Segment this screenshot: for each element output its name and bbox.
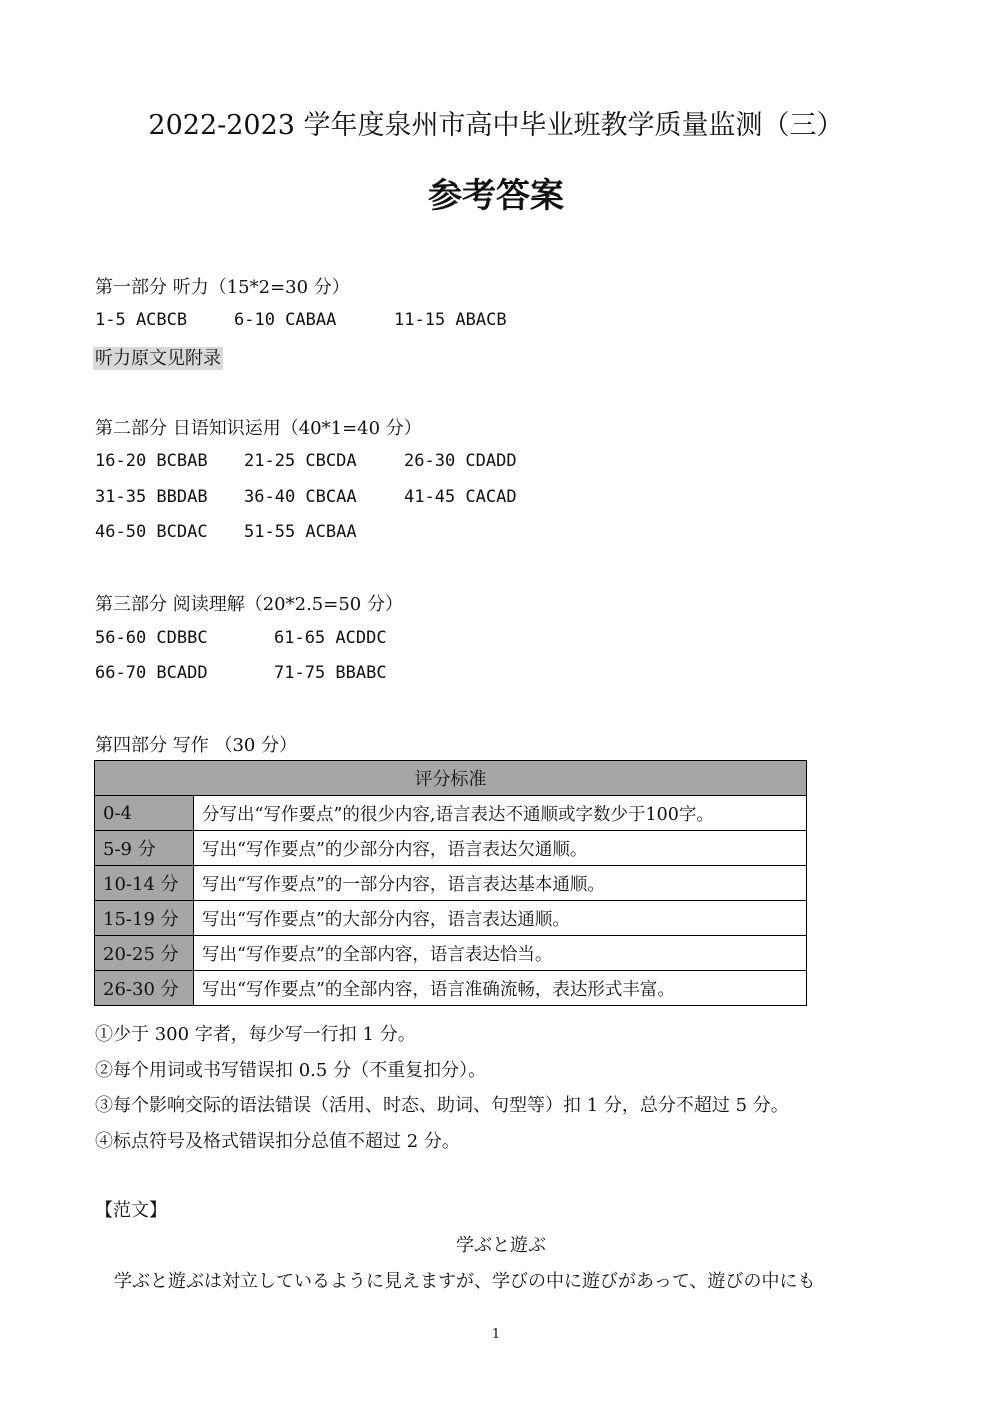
score-description: 写出“写作要点”的一部分内容，语言表达基本通顺。 bbox=[194, 866, 807, 901]
essay-title: 学ぶと遊ぶ bbox=[456, 1235, 546, 1256]
part2-answer: 21-25 CBCDA bbox=[244, 451, 357, 471]
score-description: 写出“写作要点”的全部内容，语言准确流畅，表达形式丰富。 bbox=[194, 971, 807, 1006]
score-range: 26-30 分 bbox=[95, 971, 194, 1006]
scoring-criteria-header: 评分标准 bbox=[95, 761, 807, 796]
part2-answer: 46-50 BCDAC bbox=[95, 522, 208, 542]
deduction-note: ①少于 300 字者，每少写一行扣 1 分。 bbox=[95, 1024, 416, 1045]
part3-answer: 61-65 ACDDC bbox=[274, 628, 387, 648]
part3-heading: 第三部分 阅读理解（20*2.5=50 分） bbox=[95, 594, 403, 615]
part2-answer: 26-30 CDADD bbox=[404, 451, 517, 471]
part4-heading: 第四部分 写作 （30 分） bbox=[95, 735, 298, 756]
score-range: 20-25 分 bbox=[95, 936, 194, 971]
score-description: 分写出“写作要点”的很少内容,语言表达不通顺或字数少于100字。 bbox=[194, 796, 807, 831]
table-row bbox=[95, 971, 807, 1006]
deduction-note: ②每个用词或书写错误扣 0.5 分（不重复扣分）。 bbox=[95, 1060, 487, 1081]
part2-answer: 51-55 ACBAA bbox=[244, 522, 357, 542]
table-row bbox=[95, 901, 807, 936]
document-title: 2022-2023 学年度泉州市高中毕业班教学质量监测（三） bbox=[148, 110, 844, 141]
part3-answer: 66-70 BCADD bbox=[95, 663, 208, 683]
part2-answer: 41-45 CACAD bbox=[404, 487, 517, 507]
part1-heading: 第一部分 听力（15*2=30 分） bbox=[95, 277, 350, 298]
listening-script-note: 听力原文见附录 bbox=[95, 348, 221, 369]
score-description: 写出“写作要点”的全部内容，语言表达恰当。 bbox=[194, 936, 807, 971]
essay-first-line: 学ぶと遊ぶは対立しているように見えますが、学びの中に遊びがあって、遊びの中にも bbox=[114, 1271, 816, 1292]
score-range: 0-4 bbox=[95, 796, 194, 831]
part2-heading: 第二部分 日语知识运用（40*1=40 分） bbox=[95, 418, 422, 439]
part2-answer: 36-40 CBCAA bbox=[244, 487, 357, 507]
scoring-table bbox=[94, 760, 807, 1006]
table-header-row bbox=[95, 761, 807, 796]
table-row bbox=[95, 936, 807, 971]
table-row bbox=[95, 796, 807, 831]
table-row bbox=[95, 831, 807, 866]
page-number: 1 bbox=[491, 1327, 501, 1342]
score-range: 15-19 分 bbox=[95, 901, 194, 936]
part1-answer: 1-5 ACBCB bbox=[95, 310, 188, 330]
deduction-note: ④标点符号及格式错误扣分总值不超过 2 分。 bbox=[95, 1131, 460, 1152]
part3-answer: 71-75 BBABC bbox=[274, 663, 387, 683]
score-description: 写出“写作要点”的少部分内容，语言表达欠通顺。 bbox=[194, 831, 807, 866]
score-range: 10-14 分 bbox=[95, 866, 194, 901]
document-subtitle: 参考答案 bbox=[428, 176, 564, 216]
score-range: 5-9 分 bbox=[95, 831, 194, 866]
part1-answer: 6-10 CABAA bbox=[234, 310, 337, 330]
table-row bbox=[95, 866, 807, 901]
part3-answer: 56-60 CDBBC bbox=[95, 628, 208, 648]
sample-label: 【范文】 bbox=[95, 1200, 167, 1221]
part2-answer: 16-20 BCBAB bbox=[95, 451, 208, 471]
score-description: 写出“写作要点”的大部分内容，语言表达通顺。 bbox=[194, 901, 807, 936]
part2-answer: 31-35 BBDAB bbox=[95, 487, 208, 507]
part1-answer: 11-15 ABACB bbox=[394, 310, 507, 330]
deduction-note: ③每个影响交际的语法错误（活用、时态、助词、句型等）扣 1 分，总分不超过 5 分。 bbox=[95, 1095, 789, 1116]
